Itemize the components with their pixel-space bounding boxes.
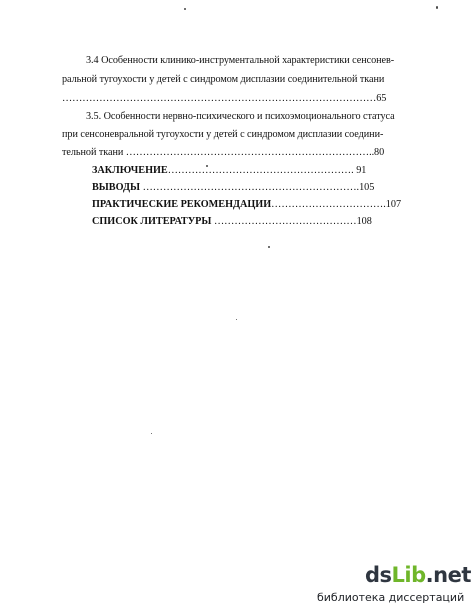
scan-speck: [436, 6, 438, 9]
toc-entry-findings: [92, 182, 414, 194]
scan-speck: [151, 433, 152, 434]
toc-entry-dots: ……………………………………………….: [167, 165, 354, 176]
toc-section-3-4-line1: 3.4 Особенности клинико-инструментальной характеристики сенсонев-: [86, 55, 395, 66]
toc-section-3-5-line1: 3.5. Особенности нервно-психического и психоэмоционального статуса: [86, 111, 395, 122]
dslib-watermark: [317, 563, 471, 608]
toc-entry-title: СПИСОК ЛИТЕРАТУРЫ: [92, 216, 212, 227]
toc-section-3-5-line2: при сенсоневральной тугоухости у детей с синдромом дисплазии соедини-: [62, 129, 384, 140]
logo-prefix: ds: [365, 563, 392, 587]
logo-lib: Lib: [391, 563, 426, 587]
toc-entry-page: 107: [385, 199, 402, 210]
toc-entry-title: ВЫВОДЫ: [92, 182, 141, 193]
toc-entry-recommendations: [92, 199, 414, 211]
toc-section-3-4-line2: ральной тугоухости у детей с синдромом дисплазии соединительной ткани: [62, 74, 385, 85]
logo-suffix: .net: [425, 563, 471, 587]
toc-entry-dots: ……………………………………: [211, 216, 357, 227]
dslib-logo: [365, 563, 471, 587]
watermark-subtitle: библиотека диссертаций: [317, 591, 465, 604]
toc-entry-title: ПРАКТИЧЕСКИЕ РЕКОМЕНДАЦИИ: [92, 199, 272, 210]
toc-entry-title: ЗАКЛЮЧЕНИЕ: [92, 165, 168, 176]
toc-entry-dots: …………………………….: [271, 199, 386, 210]
toc-entry-references: [92, 216, 414, 228]
toc-section-3-5-line3: тельной ткани ………………………………………………………………..80: [62, 147, 385, 158]
scan-speck: [184, 8, 186, 10]
toc-entry-page: 108: [356, 216, 372, 227]
toc-entry-conclusion: [92, 165, 414, 177]
toc-entry-page: 105: [359, 182, 375, 193]
toc-section-3-4-line3: …………………………………………………………………………………65: [62, 93, 387, 104]
toc-entry-page: 91: [353, 165, 367, 176]
scan-speck: [268, 246, 270, 248]
scan-speck: [236, 319, 237, 320]
toc-entry-dots: ……………………………………………………….: [140, 182, 360, 193]
